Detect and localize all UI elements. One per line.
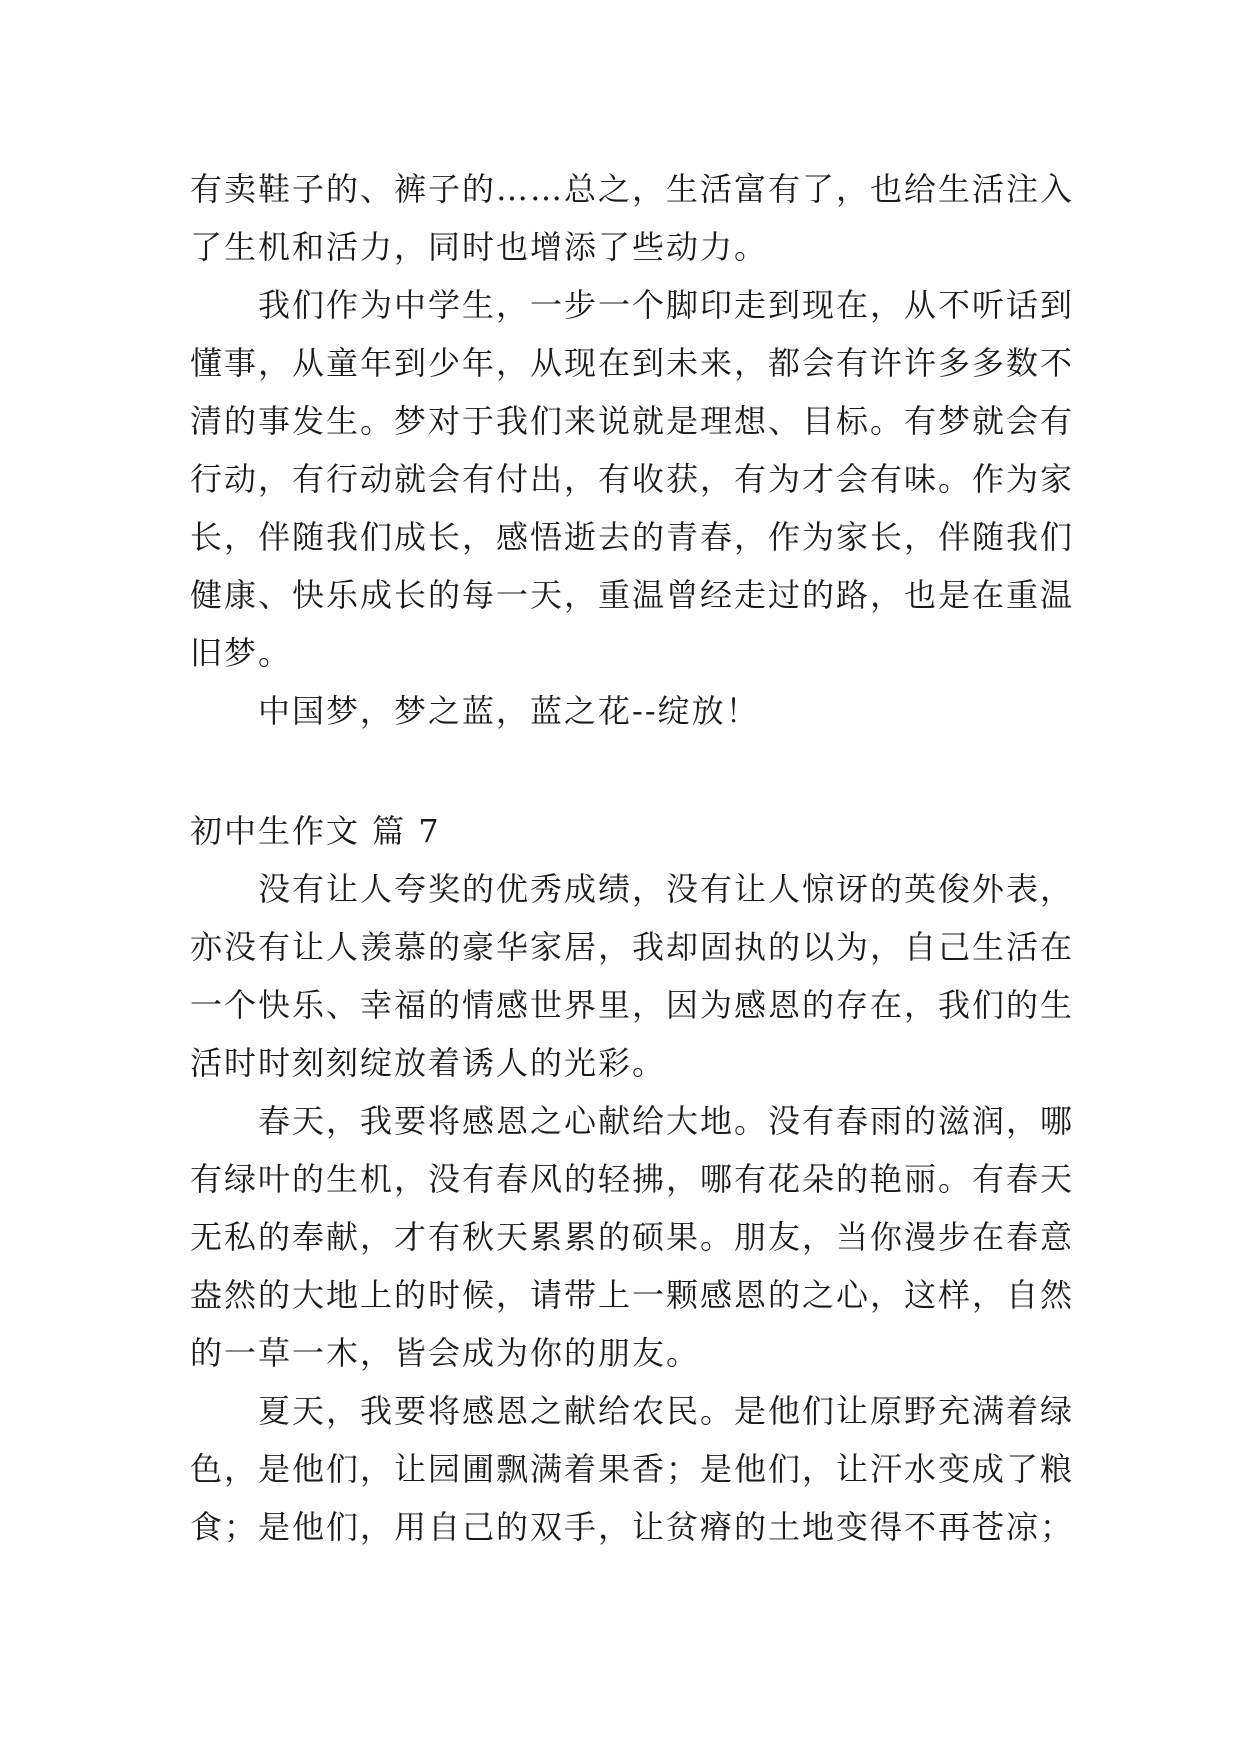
- paragraph-line: 旧梦。: [190, 634, 293, 672]
- paragraph-line: 盎然的大地上的时候，请带上一颗感恩的之心，这样，自然: [190, 1276, 1075, 1314]
- paragraph-line: 一个快乐、幸福的情感世界里，因为感恩的存在，我们的生: [190, 986, 1075, 1024]
- section-title: 初中生作文 篇 7: [190, 812, 441, 850]
- section-spacer: [190, 740, 1070, 798]
- paragraph-line: 长，伴随我们成长，感悟逝去的青春，作为家长，伴随我们: [190, 518, 1075, 556]
- paragraph-line: 健康、快乐成长的每一天，重温曾经走过的路，也是在重温: [190, 576, 1075, 614]
- paragraph-line: 色，是他们，让园圃飘满着果香；是他们，让汗水变成了粮: [190, 1450, 1075, 1488]
- paragraph-first-line: 我们作为中学生，一步一个脚印走到现在，从不听话到: [258, 286, 1075, 324]
- paragraph-line: 活时时刻刻绽放着诱人的光彩。: [190, 1044, 667, 1082]
- paragraph-line: 懂事，从童年到少年，从现在到未来，都会有许许多多数不: [190, 344, 1075, 382]
- document-body: [190, 160, 1075, 1556]
- paragraph-first-line: 没有让人夸奖的优秀成绩，没有让人惊讶的英俊外表，: [258, 870, 1075, 908]
- paragraph-first-line: 夏天，我要将感恩之献给农民。是他们让原野充满着绿: [258, 1392, 1075, 1430]
- paragraph-line: 清的事发生。梦对于我们来说就是理想、目标。有梦就会有: [190, 402, 1075, 440]
- paragraph-line: 有卖鞋子的、裤子的……总之，生活富有了，也给生活注入: [190, 170, 1075, 208]
- paragraph-first-line: 春天，我要将感恩之心献给大地。没有春雨的滋润，哪: [258, 1102, 1075, 1140]
- paragraph-first-line: 中国梦，梦之蓝，蓝之花--绽放！: [258, 692, 760, 730]
- paragraph-line: 亦没有让人羡慕的豪华家居，我却固执的以为，自己生活在: [190, 928, 1075, 966]
- paragraph-line: 的一草一木，皆会成为你的朋友。: [190, 1334, 701, 1372]
- paragraph-line: 行动，有行动就会有付出，有收获，有为才会有味。作为家: [190, 460, 1075, 498]
- paragraph-line: 了生机和活力，同时也增添了些动力。: [190, 228, 769, 266]
- paragraph-line: 有绿叶的生机，没有春风的轻拂，哪有花朵的艳丽。有春天: [190, 1160, 1075, 1198]
- paragraph-line: 食；是他们，用自己的双手，让贫瘠的土地变得不再苍凉；: [190, 1508, 1075, 1546]
- paragraph-line: 无私的奉献，才有秋天累累的硕果。朋友，当你漫步在春意: [190, 1218, 1075, 1256]
